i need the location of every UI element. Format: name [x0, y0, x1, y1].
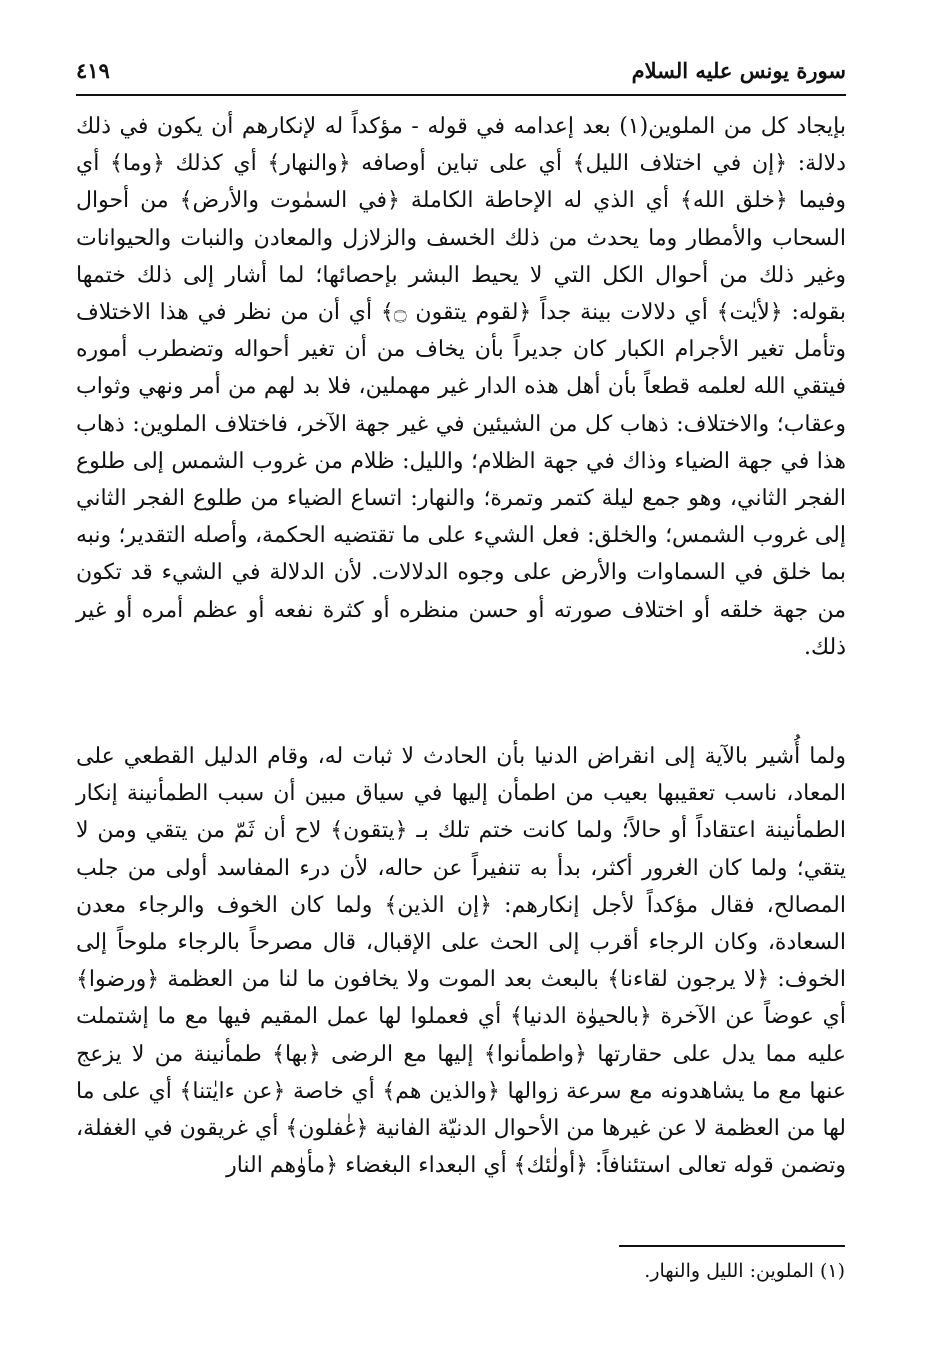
page-number: ٤١٩ — [76, 58, 110, 83]
page-header — [76, 56, 846, 96]
footnote: (١) الملوين: الليل والنهار. — [644, 1260, 845, 1282]
footnote-rule — [619, 1245, 845, 1247]
header-rule — [76, 94, 846, 96]
paragraph-1: بإيجاد كل من الملوين(١) بعد إعدامه في قوله - مؤكداً له لإنكارهم أن يكون في ذلك دلالة: ﴿إن في اختلاف الليل﴾ أي على تباين أوصافه ﴿والنهار﴾ أي كذلك ﴿وما﴾ أي وفيما ﴿خلق الله﴾ أي الذي له الإحاطة الكاملة ﴿في السمٰوت والأرض﴾ من أحوال السحاب والأمطار وما يحدث من ذلك الخسف والزلازل والمعادن والنبات والحيوانات وغير ذلك من أحوال الكل التي لا يحيط البشر بإحصائها؛ لما أشار إلى ذلك ختمها بقوله: ﴿لأيٰت﴾ أي دلالات بينة جداً ﴿لقوم يتقون ۝﴾ أي أن من نظر في هذا الاختلاف وتأمل تغير الأجرام الكبار كان جديراً بأن يخاف من أن تغير أحواله وتضطرب أموره فيتقي الله لعلمه قطعاً بأن أهل هذه الدار غير مهملين، فلا بد لهم من أمر ونهي وثواب وعقاب؛ والاختلاف: ذهاب كل من الشيئين في غير جهة الآخر، فاختلاف الملوين: ذهاب هذا في جهة الضياء وذاك في جهة الظلام؛ والليل: ظلام من غروب الشمس إلى طلوع الفجر الثاني، وهو جمع ليلة كتمر وتمرة؛ والنهار: اتساع الضياء من طلوع الفجر الثاني إلى غروب الشمس؛ والخلق: فعل الشيء على ما تقتضيه الحكمة، وأصله التقدير؛ ونبه بما خلق في السماوات والأرض على وجوه الدلالات. لأن الدلالة في الشيء قد تكون من جهة خلقه أو اختلاف صورته أو حسن منظره أو كثرة نفعه أو عظم أمره أو غير ذلك. — [76, 114, 846, 660]
surah-title: سورة يونس عليه السلام — [631, 58, 846, 83]
paragraph-2: ولما أُشير بالآية إلى انقراض الدنيا بأن الحادث لا ثبات له، وقام الدليل القطعي على المعاد، ناسب تعقيبها بعيب من اطمأن إليها في سياق مبين أن سبب الطمأنينة إنكار الطمأنينة اعتقاداً أو حالاً؛ ولما كانت ختم تلك بـ ﴿يتقون﴾ لاح أن ثَمّ من يتقي ومن لا يتقي؛ ولما كان الغرور أكثر، بدأ به تنفيراً عن حاله، لأن درء المفاسد أولى من جلب المصالح، فقال مؤكداً لأجل إنكارهم: ﴿إن الذين﴾ ولما كان الخوف والرجاء معدن السعادة، وكان الرجاء أقرب إلى الحث على الإقبال، قال مصرحاً بالرجاء ملوحاً إلى الخوف: ﴿لا يرجون لقاءنا﴾ بالبعث بعد الموت ولا يخافون ما لنا من العظمة ﴿ورضوا﴾ أي عوضاً عن الآخرة ﴿بالحيوٰة الدنيا﴾ أي فعملوا لها عمل المقيم فيها مع ما إشتملت عليه مما يدل على حقارتها ﴿واطمأنوا﴾ إليها مع الرضى ﴿بها﴾ طمأنينة من لا يزعج عنها مع ما يشاهدونه مع سرعة زوالها ﴿والذين هم﴾ أي خاصة ﴿عن ءايٰتنا﴾ أي على ما لها من العظمة لا عن غيرها من الأحوال الدنيّة الفانية ﴿غٰفلون﴾ أي غريقون في الغفلة، وتضمن قوله تعالى استئنافاً: ﴿أولٰئك﴾ أي البعداء البغضاء ﴿مأوٰهم النار — [76, 744, 847, 1179]
body-text — [76, 108, 846, 1184]
